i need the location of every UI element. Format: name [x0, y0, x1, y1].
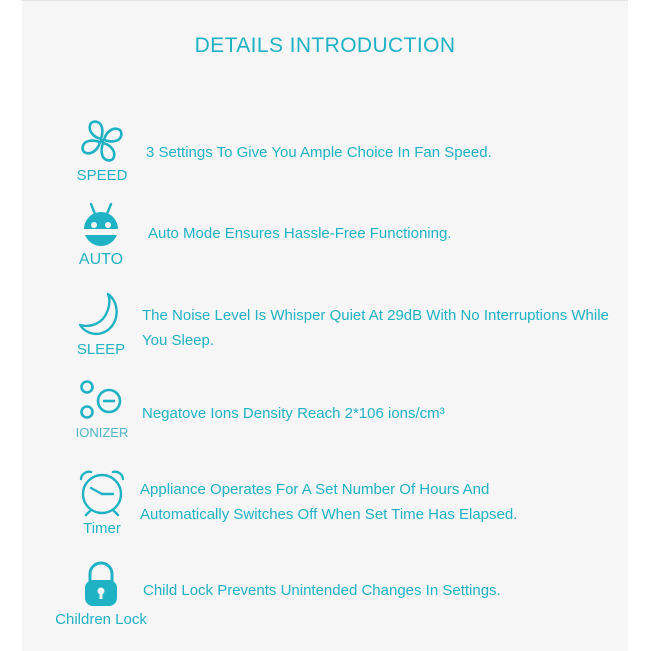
- feature-text-sleep: The Noise Level Is Whisper Quiet At 29dB With No Interruptions While You Sleep.: [142, 307, 609, 349]
- feature-text-children-lock: Child Lock Prevents Unintended Changes In Settings.: [143, 582, 501, 599]
- feature-text-speed: 3 Settings To Give You Ample Choice In Fan Speed.: [146, 144, 492, 161]
- moon-icon-wrap: [51, 290, 151, 358]
- alarm-clock-icon-wrap: [52, 469, 152, 537]
- feature-label-auto: AUTO: [78, 251, 124, 268]
- feature-text-ionizer: Negatove Ions Density Reach 2*106 ions/cm³: [142, 405, 445, 422]
- page-title: DETAILS INTRODUCTION: [194, 34, 456, 57]
- moon-icon: [77, 290, 125, 338]
- fan-icon: [79, 118, 125, 164]
- feature-label-children-lock: Children Lock: [55, 611, 147, 628]
- lock-icon-wrap: [46, 560, 156, 628]
- fan-icon-wrap: [52, 118, 152, 184]
- ion-icon: [77, 378, 127, 422]
- feature-label-ionizer: IONIZER: [75, 425, 129, 440]
- robot-icon-wrap: [51, 200, 151, 269]
- alarm-clock-icon: [77, 469, 127, 517]
- feature-label-sleep: SLEEP: [76, 341, 126, 358]
- feature-text-auto: Auto Mode Ensures Hassle-Free Functioning.: [148, 225, 452, 242]
- robot-icon: [78, 200, 124, 248]
- feature-label-speed: SPEED: [76, 167, 128, 184]
- lock-icon: [81, 560, 121, 608]
- ion-icon-wrap: [52, 378, 152, 440]
- feature-text-timer: Appliance Operates For A Set Number Of Hours And Automatically Switches Off When Set Time Has Elapsed.: [140, 481, 518, 523]
- feature-label-timer: Timer: [83, 520, 121, 537]
